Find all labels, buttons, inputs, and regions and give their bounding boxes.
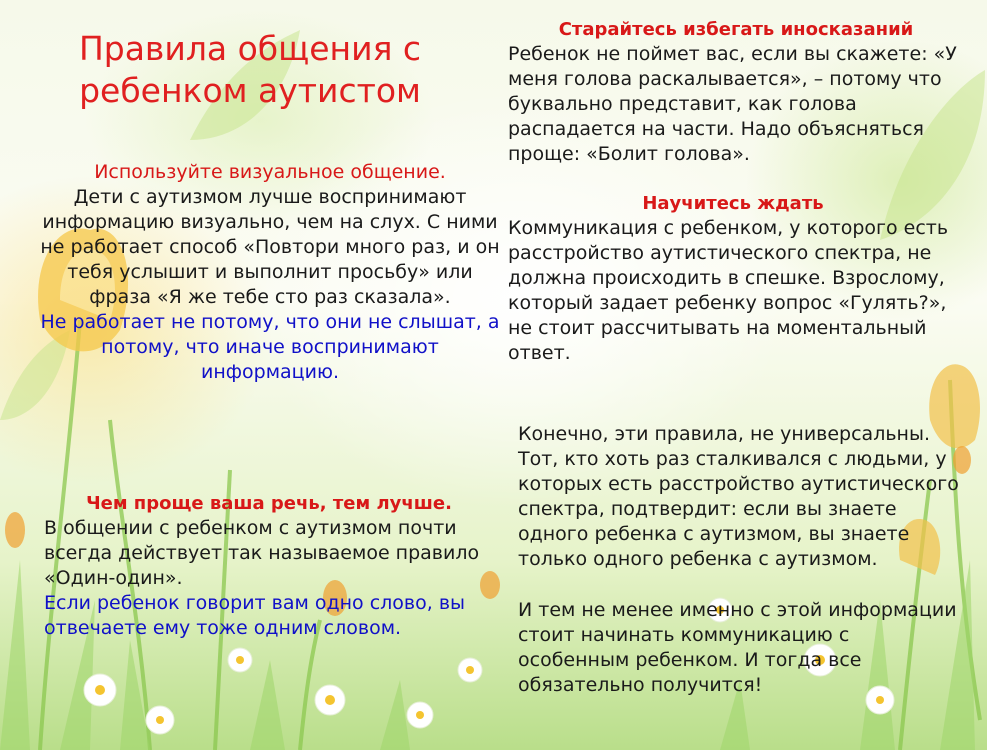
page-title: Правила общения с ребенком аутистом bbox=[78, 29, 422, 110]
section-idioms bbox=[508, 18, 964, 167]
section-simple-body: В общении с ребенком с аутизмом почти всегда действует так называемое правило «Один-один». bbox=[44, 517, 480, 589]
section-visual-body: Дети с аутизмом лучше воспринимают информацию визуально, чем на слух. С ними не работает способ «Повтори много раз, и он тебя услышит и выполнит просьбу» или фраза «Я же тебе сто раз сказала». bbox=[40, 186, 500, 308]
section-wait bbox=[508, 192, 958, 366]
section-visual bbox=[40, 160, 500, 385]
section-wait-heading: Научитесь ждать bbox=[642, 193, 824, 214]
section-wait-body: Коммуникация с ребенком, у которого есть расстройство аутистического спектра, не должна происходить в спешке. Взрослому, который задает ребенку вопрос «Гулять?», не стоит рассчитывать на моментальный ответ. bbox=[508, 217, 949, 364]
section-idioms-body: Ребенок не поймет вас, если вы скажете: «У меня голова раскалывается», – потому что буквально представит, как голова распадается на части. Надо объясняться проще: «Болит голова». bbox=[508, 43, 957, 165]
conclusion-paragraph-2: И тем не менее именно с этой информации стоит начинать коммуникацию с особенным ребенком. И тогда все обязательно получится! bbox=[518, 599, 957, 696]
section-visual-note: Не работает не потому, что они не слышат, а потому, что иначе воспринимают информацию. bbox=[40, 311, 500, 383]
section-conclusion bbox=[518, 422, 960, 698]
conclusion-paragraph-1: Конечно, эти правила, не универсальны. Тот, кто хоть раз сталкивался с людьми, у которых есть расстройство аутистического спектра, подтвердит: если вы знаете одного ребенка с аутизмом, вы знаете только одного ребенка с аутизмом. bbox=[518, 423, 959, 570]
section-visual-heading: Используйте визуальное общение. bbox=[94, 161, 446, 183]
section-simple-heading: Чем проще ваша речь, тем лучше. bbox=[86, 493, 452, 514]
section-idioms-heading: Старайтесь избегать иносказаний bbox=[558, 19, 914, 40]
section-simple bbox=[44, 492, 494, 641]
section-simple-note: Если ребенок говорит вам одно слово, вы отвечаете ему тоже одним словом. bbox=[44, 592, 466, 639]
